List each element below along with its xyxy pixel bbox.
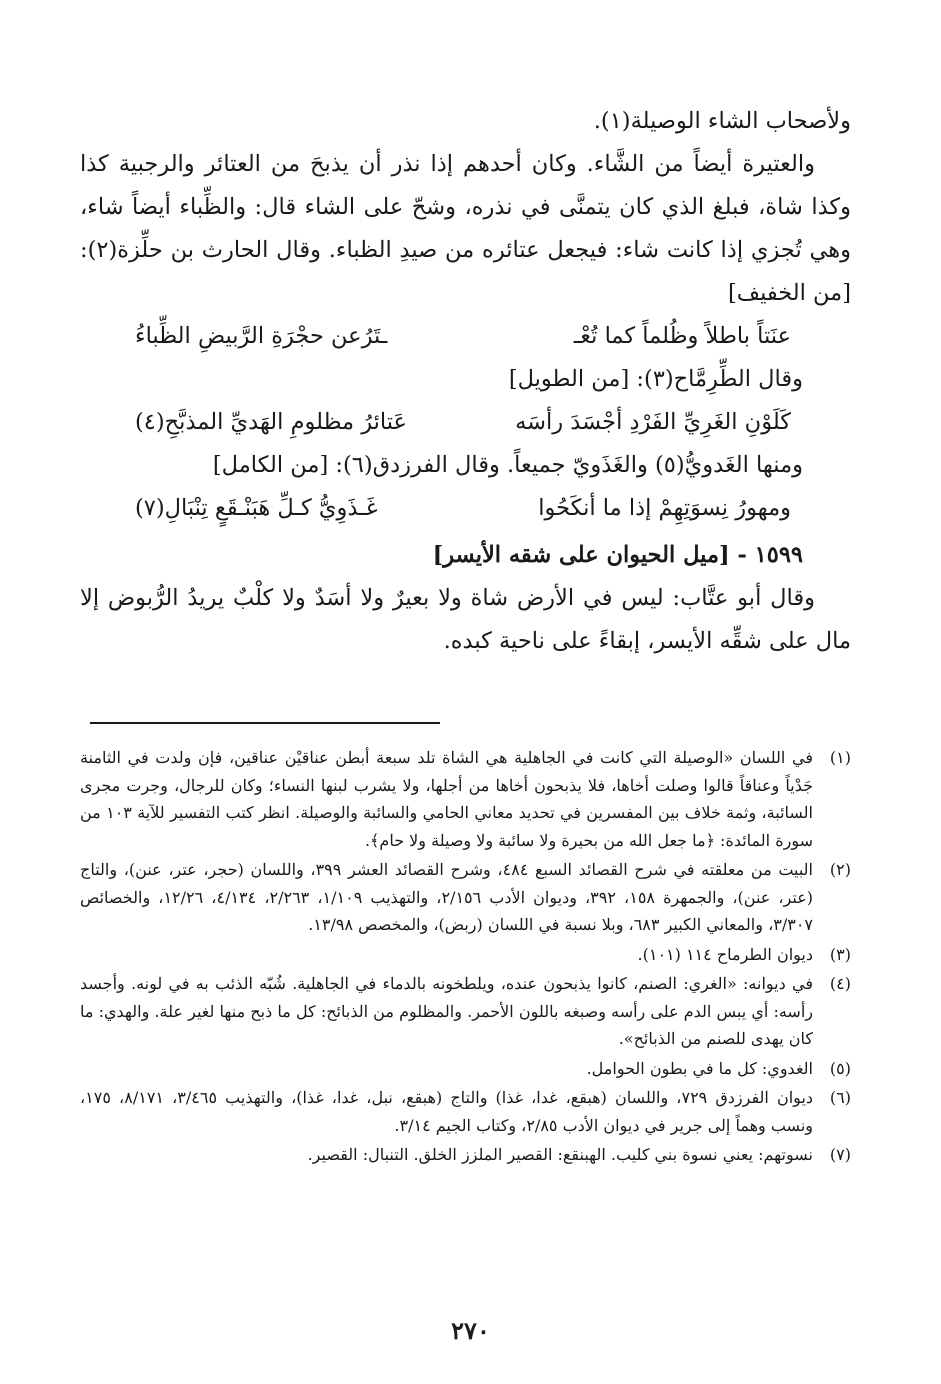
paragraph: والعتيرة أيضاً من الشَّاء. وكان أحدهم إذا نذر أن يذبحَ من العتائر والرجبية كذا وكذا شاة، فبلغ الذي كان يتمنَّى في نذره، وشحّ على الشاء قال: والظِّباء أيضاً شاء، وهي تُجزي إذا كانت شاء: فيجعل عتائره من صيدِ الظباء. وقال الحارث بن حلِّزة(٢): [من الخفيف]	[80, 151, 851, 306]
footnote-number: (٢)	[829, 860, 851, 879]
footnote-text: في اللسان «الوصيلة التي كانت في الجاهلية هي الشاة تلد سبعة أبطن عناقيْن عناقين، فإن ولدت في الثامنة جَدْياً وعناقاً قالوا وصلت أخاها، فلا يذبحون أخاها من أجلها، ولا يشرب لبنها النساء؛ وكان للرجال، وجرت مجرى السائبة، وثمة خلاف بين المفسرين في تحديد معاني الحامي والسائبة والوصيلة. انظر كتب التفسير للآية ١٠٣ من سورة المائدة: ﴿ما جعل الله من بحيرة ولا سائبة ولا وصيلة ولا حام﴾.	[80, 748, 814, 850]
verse-line	[80, 315, 851, 358]
footnote-number: (١)	[829, 748, 851, 767]
section-heading: ١٥٩٩ - [ميل الحيوان على شقه الأيسر]	[432, 542, 803, 568]
verse-second-hemistich: عَتائرُ مظلومِ الهَديِّ المذبَّحِ(٤)	[135, 409, 407, 435]
footnote-text: ديوان الطرماح ١١٤ (١٠١).	[637, 944, 813, 964]
footnote-number: (٥)	[829, 1058, 851, 1078]
verse-first-hemistich: كَلَوْنِ الغَرِيِّ الفَرْدِ أجْسَدَ رأسَه	[515, 409, 791, 435]
footnote	[80, 1141, 851, 1169]
footnotes	[80, 744, 851, 1171]
footnote-number: (٦)	[829, 1088, 851, 1107]
footnote-number: (٤)	[829, 974, 851, 993]
main-text	[80, 100, 851, 663]
opening-line: ولأصحاب الشاء الوصيلة(١).	[593, 108, 851, 134]
paragraph: وقال أبو عتَّاب: ليس في الأرض شاة ولا بعيرٌ ولا أسَدٌ ولا كلْبٌ يريدُ الرُّبوض إلا مال على شقِّه الأيسر، إبقاءً على ناحية كبده.	[80, 585, 851, 654]
footnote-text: ديوان الفرزدق ٧٢٩، واللسان (هبقع، غدا، غذا) والتاج (هبقع، نبل، غدا، غذا)، والتهذيب ٣/٤٦٥، ٨/١٧١، ١٧٥، ونسب وهماً إلى جرير في ديوان الأدب ٢/٨٥، وكتاب الجيم ٣/١٤.	[80, 1088, 814, 1135]
verse-second-hemistich: ـتَرُعن حجْرَةِ الرَّبيضِ الظِّباءُ	[135, 323, 388, 349]
footnote-text: الغدوي: كل ما في بطون الحوامل.	[586, 1058, 813, 1078]
footnote	[80, 941, 851, 969]
footnote-text: البيت من معلقته في شرح القصائد السبع ٤٨٤، وشرح القصائد العشر ٣٩٩، واللسان (حجر، عتر، عنن)، والتاج (عتر، عنن)، والجمهرة ١٥٨، ٣٩٢، وديوان الأدب ٢/١٥٦، والتهذيب ١/١٠٩، ٢/٢٦٣، ٤/١٣٤، ١٢/٢٦، والخصائص ٣/٣٠٧، والمعاني الكبير ٦٨٣، وبلا نسبة في اللسان (ربض)، والمخصص ١٣/٩٨.	[80, 860, 814, 934]
verse-second-hemistich: غَـذَوِيُّ كـلِّ هَبَنْـقَعٍ تِنْبَالِ(٧)	[135, 495, 378, 521]
verse-intro: وقال الطِّرِمَّاح(٣): [من الطويل]	[508, 366, 803, 392]
verse-line	[80, 401, 851, 444]
verse-first-hemistich: ومهورُ نِسوَتِهِمْ إذا ما أنكَحُوا	[538, 495, 791, 521]
footnote	[80, 1084, 851, 1139]
footnote	[80, 1055, 851, 1083]
footnote	[80, 744, 851, 854]
verse-first-hemistich: عنَتاً باطلاً وظُلماً كما تُعْـ	[573, 323, 791, 349]
footnote-number: (٣)	[829, 944, 851, 964]
verse-line	[80, 487, 851, 530]
footnote-text: نسوتهم: يعني نسوة بني كليب. الهبنقع: القصير الملزز الخلق. التنبال: القصير.	[307, 1145, 813, 1164]
footnote	[80, 970, 851, 1053]
footnote-divider	[90, 722, 440, 724]
page-number: ٢٧٠	[451, 1316, 490, 1345]
footnote-number: (٧)	[829, 1145, 851, 1164]
footnote-text: في ديوانه: «الغري: الصنم، كانوا يذبحون عنده، ويلطخونه بالدماء في الجاهلية. شُبّه الذئب به في لونه. وأجسد رأسه: أي يبس الدم على رأسه وصبغه باللون الأحمر. والمظلوم من الذبائح: كل ما ذبح منها لغير علة. والهدي: ما كان يهدى للصنم من الذبائح».	[80, 974, 813, 1048]
footnote	[80, 856, 851, 939]
verse-intro: ومنها الغَدويُّ(٥) والغَذَويّ جميعاً. وقال الفرزدق(٦): [من الكامل]	[212, 452, 803, 478]
